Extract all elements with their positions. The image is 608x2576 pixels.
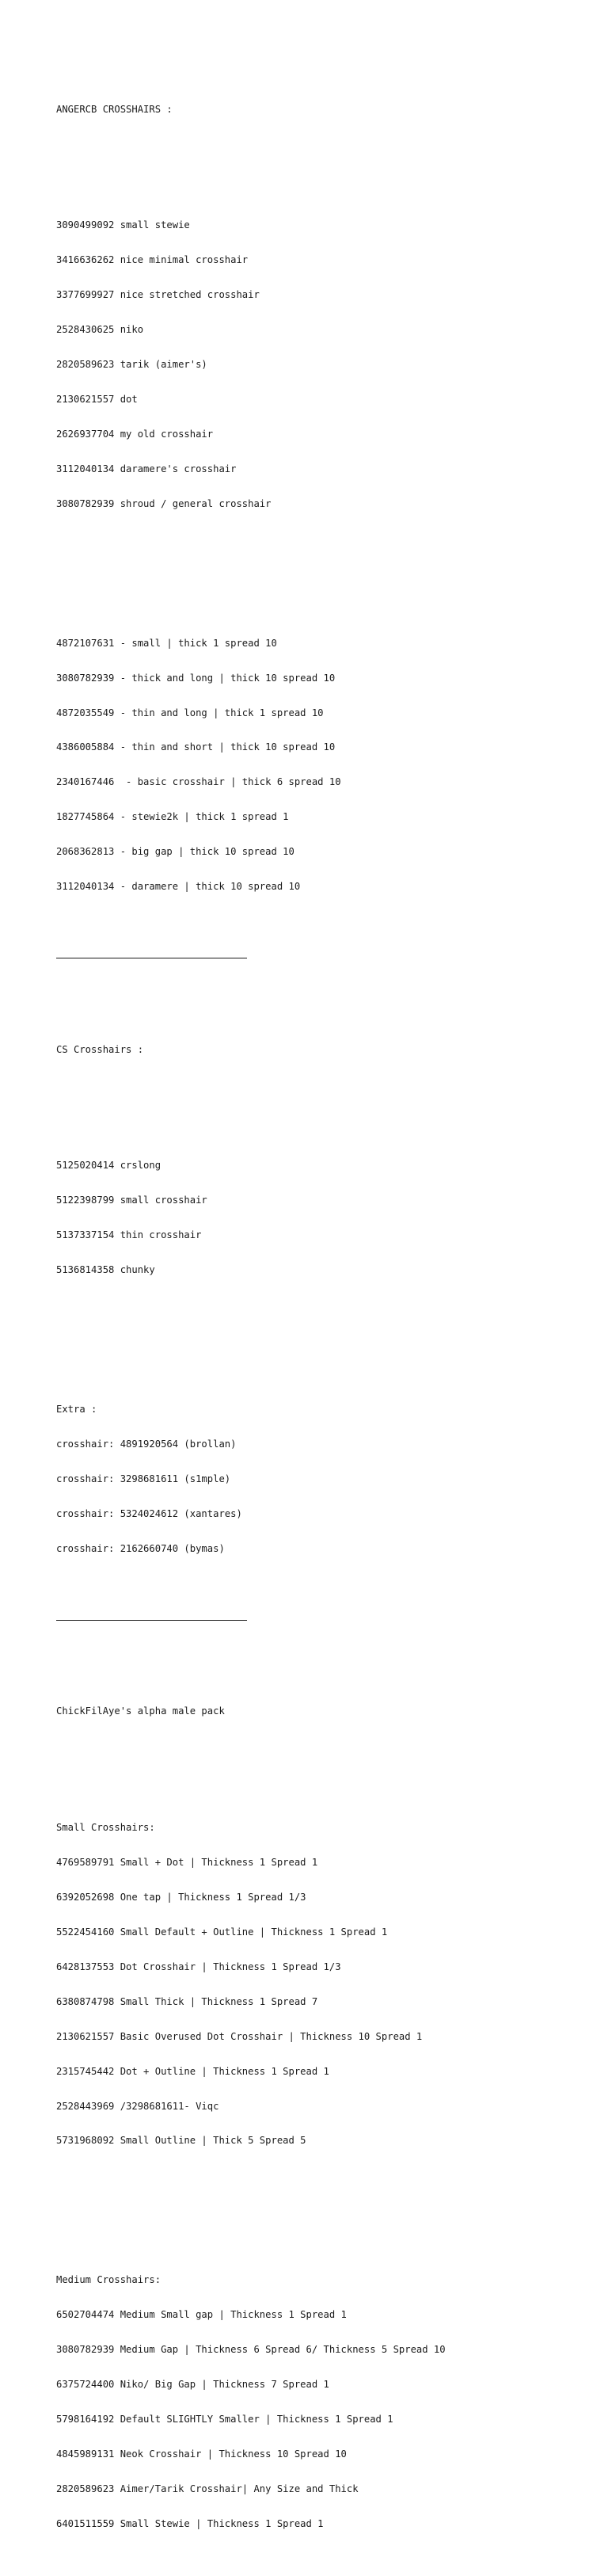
list-item: 2528443969 /3298681611- Viqc [56, 2100, 219, 2112]
blank-line [56, 1322, 595, 1334]
list-item: crosshair: 3298681611 (s1mple) [56, 1473, 231, 1484]
section-heading-angercb: ANGERCB CROSSHAIRS : [56, 103, 173, 115]
list-item: 2315745442 Dot + Outline | Thickness 1 Spread 1 [56, 2065, 329, 2077]
list-item: 3112040134 - daramere | thick 10 spread 10 [56, 881, 301, 893]
small-crosshairs-list [56, 1799, 595, 2170]
list-item: 4872107631 - small | thick 1 spread 10 [56, 637, 277, 649]
section-heading-cs-crosshairs: CS Crosshairs : [56, 1043, 144, 1055]
list-item: 2068362813 - big gap | thick 10 spread 10 [56, 846, 294, 858]
blank-line [56, 986, 595, 998]
list-item: 2130621557 dot [56, 393, 138, 405]
list-item: 2340167446 - basic crosshair | thick 6 spread 10 [56, 776, 341, 788]
document-page [56, 57, 595, 2576]
list-item: 2820589623 tarik (aimer's) [56, 358, 207, 370]
list-item: 5798164192 Default SLIGHTLY Smaller | Thickness 1 Spread 1 [56, 2414, 393, 2425]
list-item: 2528430625 niko [56, 324, 144, 336]
list-item: 4872035549 - thin and long | thick 1 spread 10 [56, 707, 324, 718]
list-item: crosshair: 4891920564 (brollan) [56, 1438, 237, 1450]
list-item: 3080782939 shroud / general crosshair [56, 497, 272, 509]
list-item: 2130621557 Basic Overused Dot Crosshair | Thickness 10 Spread 1 [56, 2030, 423, 2042]
list-item: 3416636262 nice minimal crosshair [56, 254, 249, 266]
list-item: crosshair: 2162660740 (bymas) [56, 1542, 225, 1554]
list-item: 3112040134 daramere's crosshair [56, 463, 237, 474]
blank-line [56, 1079, 595, 1091]
angercb-thickness-list [56, 614, 595, 916]
list-item: 4769589791 Small + Dot | Thickness 1 Spread 1 [56, 1856, 318, 1868]
list-item: 6380874798 Small Thick | Thickness 1 Spread 7 [56, 1995, 318, 2007]
list-item: 6392052698 One tap | Thickness 1 Spread 1/3 [56, 1891, 306, 1903]
blank-line [56, 1740, 595, 1752]
cs-crosshair-list [56, 1137, 595, 1299]
extra-heading: Extra : [56, 1404, 97, 1416]
list-item: 6375724400 Niko/ Big Gap | Thickness 7 Spread 1 [56, 2379, 329, 2391]
medium-crosshairs-heading: Medium Crosshairs: [56, 2274, 162, 2286]
list-item: 6502704474 Medium Small gap | Thickness 1 Spread 1 [56, 2309, 347, 2321]
list-item: 5522454160 Small Default + Outline | Thickness 1 Spread 1 [56, 1926, 388, 1938]
section-divider [56, 1620, 247, 1621]
list-item: 5731968092 Small Outline | Thick 5 Spread 5 [56, 2135, 306, 2147]
blank-line [56, 556, 595, 568]
list-item: 6401511559 Small Stewie | Thickness 1 Spread 1 [56, 2517, 324, 2529]
list-item: 5136814358 chunky [56, 1264, 155, 1276]
list-item: 5125020414 crslong [56, 1160, 162, 1172]
list-item: 3377699927 nice stretched crosshair [56, 289, 260, 301]
list-item: 5137337154 thin crosshair [56, 1229, 202, 1241]
blank-line [56, 2193, 595, 2205]
list-item: 6428137553 Dot Crosshair | Thickness 1 Spread 1/3 [56, 1961, 341, 1972]
extra-crosshair-list [56, 1381, 595, 1578]
list-item: 3080782939 - thick and long | thick 10 spread 10 [56, 672, 336, 684]
list-item: 3090499092 small stewie [56, 219, 190, 231]
blank-line [56, 139, 595, 151]
small-crosshairs-heading: Small Crosshairs: [56, 1821, 155, 1833]
list-item: crosshair: 5324024612 (xantares) [56, 1507, 242, 1519]
list-item: 4845989131 Neok Crosshair | Thickness 10 Spread 10 [56, 2448, 347, 2460]
medium-crosshairs-list [56, 2251, 595, 2553]
list-item: 2820589623 Aimer/Tarik Crosshair| Any Size and Thick [56, 2483, 359, 2495]
section-heading-alpha-male-pack: ChickFilAye's alpha male pack [56, 1705, 225, 1717]
list-item: 2626937704 my old crosshair [56, 428, 214, 440]
blank-line [56, 1648, 595, 1660]
list-item: 5122398799 small crosshair [56, 1195, 207, 1206]
list-item: 1827745864 - stewie2k | thick 1 spread 1 [56, 811, 289, 823]
list-item: 4386005884 - thin and short | thick 10 spread 10 [56, 741, 336, 753]
list-item: 3080782939 Medium Gap | Thickness 6 Spread 6/ Thickness 5 Spread 10 [56, 2344, 446, 2356]
angercb-crosshair-list [56, 196, 595, 533]
